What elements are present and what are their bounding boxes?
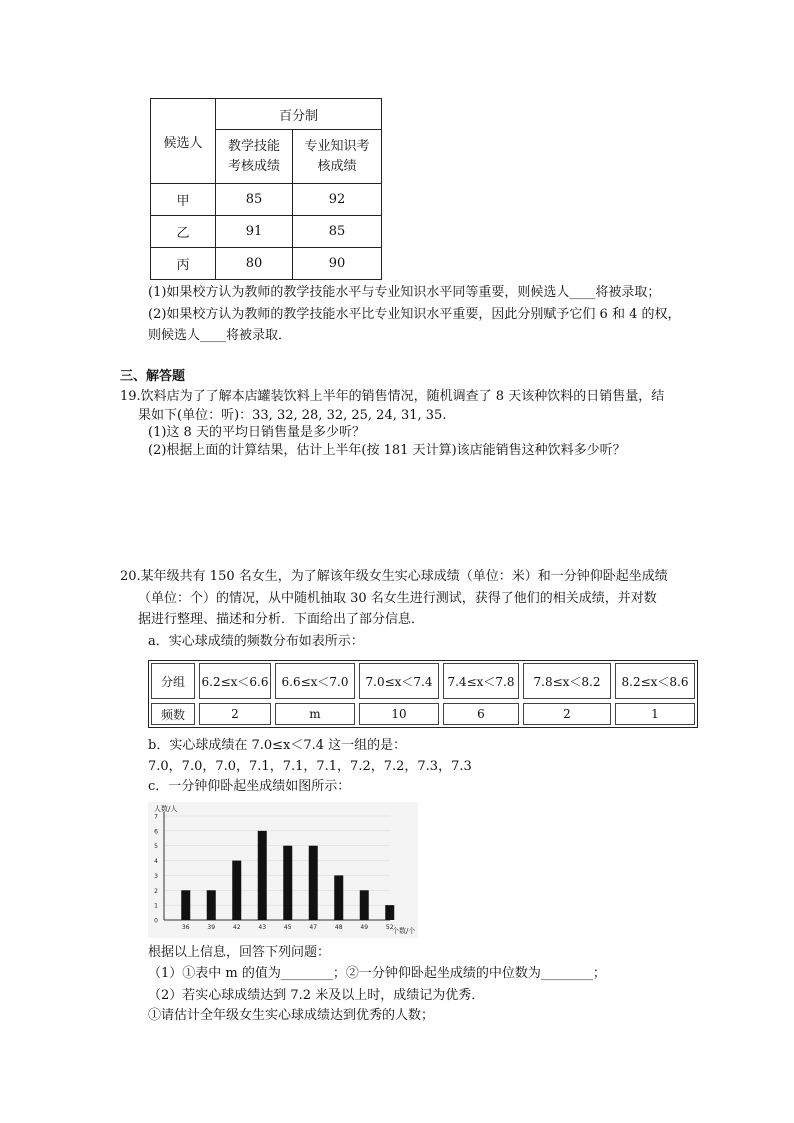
x-tick-label: 49 bbox=[360, 924, 369, 931]
header-group: 百分制 bbox=[216, 99, 382, 130]
freq-label: 频数 bbox=[151, 703, 195, 725]
table-row bbox=[151, 184, 382, 216]
q20-sub3: ①请估计全年级女生实心球成绩达到优秀的人数； bbox=[148, 1008, 435, 1023]
q19-line1: 19.饮料店为了了解本店罐装饮料上半年的销售情况，随机调查了 8 天该种饮料的日销售量，结 bbox=[120, 389, 665, 404]
q20-line2: （单位：个）的情况，从中随机抽取 30 名女生进行测试，获得了他们的相关成绩，并对数 bbox=[138, 591, 657, 606]
bar-45 bbox=[283, 846, 292, 920]
y-tick-label: 5 bbox=[154, 843, 158, 851]
q19-part2: (2)根据上面的计算结果，估计上半年(按 181 天计算)该店能销售这种饮料多少听？ bbox=[148, 443, 626, 458]
x-tick-label: 45 bbox=[283, 924, 292, 931]
group-label: 分组 bbox=[151, 663, 195, 699]
y-tick-label: 0 bbox=[154, 917, 158, 925]
row-prof: 92 bbox=[293, 184, 382, 216]
q20-c: c．一分钟仰卧起坐成绩如图所示： bbox=[148, 779, 351, 794]
q18-part1: (1)如果校方认为教师的教学技能水平与专业知识水平同等重要，则候选人____将被录取； bbox=[148, 285, 661, 300]
row-prof: 85 bbox=[293, 216, 382, 248]
bar-52 bbox=[385, 905, 394, 920]
group-cell: 7.4≤x＜7.8 bbox=[443, 663, 519, 699]
y-tick-label: 7 bbox=[154, 813, 158, 821]
section-title: 三、解答题 bbox=[120, 369, 186, 384]
bar-42 bbox=[232, 861, 241, 920]
group-cell: 8.2≤x＜8.6 bbox=[615, 663, 695, 699]
freq-cell: 6 bbox=[443, 703, 519, 725]
header-prof-line1: 专业知识考 bbox=[304, 138, 370, 154]
y-tick-label: 4 bbox=[154, 858, 158, 866]
x-tick-label: 42 bbox=[232, 924, 241, 931]
y-tick-label: 6 bbox=[154, 828, 158, 836]
header-teach-line2: 考核成绩 bbox=[227, 158, 280, 174]
freq-cell: 1 bbox=[615, 703, 695, 725]
q19-part1: (1)这 8 天的平均日销售量是多少听？ bbox=[148, 425, 365, 440]
bar-43 bbox=[258, 831, 267, 920]
x-tick-label: 36 bbox=[181, 924, 190, 931]
q20-b-values: 7.0，7.0，7.0，7.1，7.1，7.1，7.2，7.2，7.3，7.3 bbox=[148, 759, 472, 774]
q20-sub1: （1）①表中 m 的值为________；②一分钟仰卧起坐成绩的中位数为________； bbox=[148, 966, 606, 981]
header-teach bbox=[216, 130, 293, 184]
freq-cell: 2 bbox=[199, 703, 271, 725]
q18-part2b: 则候选人____将被录取． bbox=[148, 328, 292, 343]
header-candidate: 候选人 bbox=[151, 99, 216, 184]
row-name: 甲 bbox=[151, 184, 216, 216]
candidate-score-table bbox=[150, 98, 382, 280]
group-cell: 7.0≤x＜7.4 bbox=[359, 663, 439, 699]
bar-48 bbox=[334, 875, 343, 920]
group-cell: 7.8≤x＜8.2 bbox=[523, 663, 611, 699]
x-tick-label: 48 bbox=[334, 924, 343, 931]
table-row bbox=[151, 248, 382, 280]
bar-36 bbox=[181, 890, 190, 920]
x-tick-label: 47 bbox=[309, 924, 318, 931]
x-tick-label: 43 bbox=[258, 924, 267, 931]
header-prof-line2: 核成绩 bbox=[317, 158, 357, 174]
y-tick-label: 1 bbox=[154, 902, 158, 910]
row-prof: 90 bbox=[293, 248, 382, 280]
bar-39 bbox=[207, 890, 216, 920]
q20-line3: 据进行整理、描述和分析．下面给出了部分信息． bbox=[138, 612, 425, 627]
freq-cell: m bbox=[275, 703, 355, 725]
row-teach: 85 bbox=[216, 184, 293, 216]
header-prof bbox=[293, 130, 382, 184]
row-name: 丙 bbox=[151, 248, 216, 280]
group-cell: 6.2≤x＜6.6 bbox=[199, 663, 271, 699]
q20-sub2: （2）若实心球成绩达到 7.2 米及以上时，成绩记为优秀． bbox=[148, 988, 485, 1003]
group-cell: 6.6≤x＜7.0 bbox=[275, 663, 355, 699]
q18-part2a: (2)如果校方认为教师的教学技能水平比专业知识水平重要，因此分别赋予它们 6 和 4 的权， bbox=[148, 307, 681, 322]
q19-line2: 果如下(单位：听)：33, 32, 28, 32, 25, 24, 31, 35. bbox=[138, 408, 447, 423]
row-teach: 80 bbox=[216, 248, 293, 280]
row-teach: 91 bbox=[216, 216, 293, 248]
y-tick-label: 2 bbox=[154, 887, 158, 895]
header-teach-line1: 教学技能 bbox=[227, 138, 280, 154]
row-name: 乙 bbox=[151, 216, 216, 248]
freq-cell: 2 bbox=[523, 703, 611, 725]
freq-cell: 10 bbox=[359, 703, 439, 725]
q20-b: b．实心球成绩在 7.0≤x＜7.4 这一组的是： bbox=[148, 738, 407, 753]
situp-bar-chart bbox=[148, 802, 418, 938]
x-tick-label: 39 bbox=[207, 924, 216, 931]
x-axis-label: 个数/个 bbox=[392, 927, 416, 935]
bar-49 bbox=[360, 890, 369, 920]
q20-line1: 20.某年级共有 150 名女生，为了解该年级女生实心球成绩（单位：米）和一分钟仰卧起坐成绩 bbox=[120, 569, 668, 584]
bar-47 bbox=[309, 846, 318, 920]
table-row bbox=[151, 216, 382, 248]
q20-ask: 根据以上信息，回答下列问题： bbox=[148, 945, 331, 960]
y-tick-label: 3 bbox=[154, 872, 158, 880]
frequency-table bbox=[148, 660, 698, 728]
x-tick-label: 52 bbox=[385, 924, 394, 931]
y-axis-label: 人数/人 bbox=[154, 805, 178, 813]
q20-a: a．实心球成绩的频数分布如表所示： bbox=[148, 634, 364, 649]
